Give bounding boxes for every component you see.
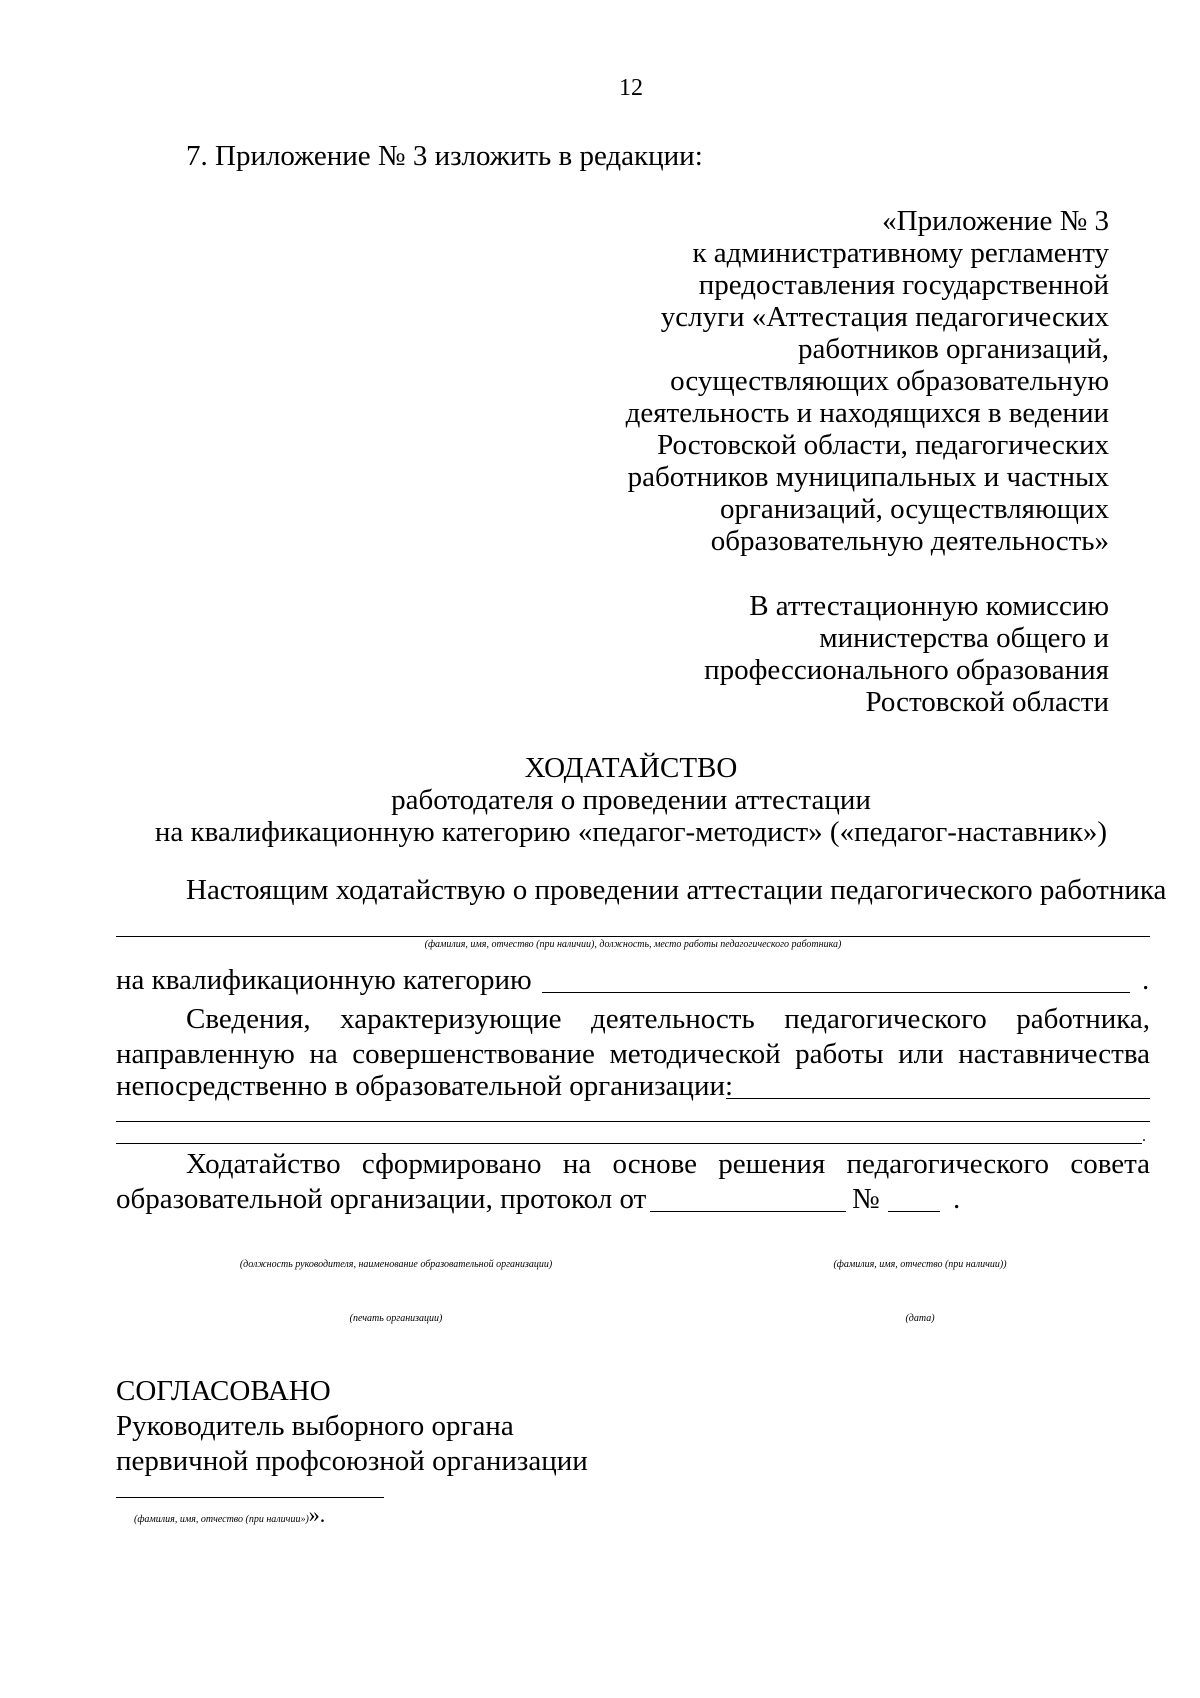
head-name-caption	[760, 1259, 1080, 1271]
union-caption-text: (фамилия, имя, отчество (при наличии»)	[134, 1514, 309, 1525]
info-text: непосредственно в образовательной организации:	[116, 1070, 734, 1102]
date-caption: (дата)	[905, 1313, 935, 1324]
seal-caption: (печать организации)	[349, 1313, 443, 1324]
appendix-header-line: к административному регламенту	[692, 237, 1109, 269]
appendix-header-line: работников организаций,	[798, 333, 1109, 365]
head-position-caption: (должность руководителя, наименование образовательной организации)	[239, 1259, 553, 1270]
intro-line: Настоящим ходатайствую о проведении аттестации педагогического работника	[186, 874, 1167, 906]
category-label: на квалификационную категорию	[116, 964, 532, 996]
head-name-caption-text: (фамилия, имя, отчество (при наличии)	[833, 1259, 1004, 1270]
info-paragraph-line	[116, 1038, 1150, 1070]
protocol-date-underline	[650, 1211, 846, 1212]
addressee-line: В аттестационную комиссию	[749, 590, 1109, 622]
info-extra-line	[116, 1121, 1150, 1122]
appendix-header	[626, 205, 1109, 557]
document-title: ХОДАТАЙСТВО	[524, 752, 738, 784]
appendix-header-line: образовательную деятельность»	[710, 525, 1109, 557]
appendix-header-line: осуществляющих образовательную	[670, 365, 1109, 397]
union-caption	[134, 1502, 325, 1528]
employee-caption: (фамилия, имя, отчество (при наличии), должность, место работы педагогического работника)	[424, 939, 842, 950]
closing-quote: ».	[308, 1502, 326, 1527]
appendix-header-line: услуги «Аттестация педагогических	[660, 301, 1109, 333]
appendix-header-line: «Приложение № 3	[882, 205, 1109, 237]
basis-text: образовательной организации, протокол от	[116, 1183, 647, 1215]
info-paragraph-line	[116, 1003, 1150, 1035]
page-number: 12	[619, 75, 643, 101]
info-text: Сведения, характеризующие деятельность педагогического работника,	[186, 1003, 1150, 1035]
addressee-block	[704, 590, 1109, 718]
approved-line: первичной профсоюзной организации	[116, 1445, 588, 1477]
basis-paragraph-line	[116, 1148, 1150, 1180]
approved-line: Руководитель выборного органа	[116, 1410, 514, 1442]
basis-end: .	[953, 1183, 961, 1215]
category-end: .	[1142, 964, 1150, 996]
info-underline	[726, 1098, 1150, 1099]
appendix-header-line: организаций, осуществляющих	[719, 493, 1109, 525]
appendix-header-line: работников муниципальных и частных	[627, 461, 1109, 493]
item-7-heading: 7. Приложение № 3 изложить в редакции:	[186, 140, 703, 172]
addressee-line: профессионального образования	[704, 654, 1109, 686]
addressee-line: Ростовской области	[865, 686, 1109, 718]
head-name-caption-paren: )	[1003, 1259, 1007, 1270]
union-signature-underline	[116, 1497, 384, 1498]
protocol-number-sign: №	[852, 1183, 880, 1215]
approved-heading: СОГЛАСОВАНО	[116, 1375, 331, 1407]
info-text: направленную на совершенствование методической работы или наставничества	[116, 1038, 1150, 1070]
basis-text: Ходатайство сформировано на основе решения педагогического совета	[186, 1148, 1150, 1180]
appendix-header-line: Ростовской области, педагогических	[657, 429, 1109, 461]
info-extra-line	[116, 1143, 1142, 1144]
category-underline	[542, 992, 1130, 993]
appendix-header-line: предоставления государственной	[698, 269, 1109, 301]
document-subtitle-line: на квалификационную категорию «педагог-методист» («педагог-наставник»)	[154, 816, 1108, 848]
appendix-header-line: деятельность и находящихся в ведении	[625, 397, 1109, 429]
info-end: .	[1142, 1128, 1146, 1145]
employee-underline	[116, 936, 1150, 937]
protocol-number-underline	[888, 1211, 940, 1212]
document-subtitle-line: работодателя о проведении аттестации	[391, 784, 871, 816]
addressee-line: министерства общего и	[819, 622, 1109, 654]
